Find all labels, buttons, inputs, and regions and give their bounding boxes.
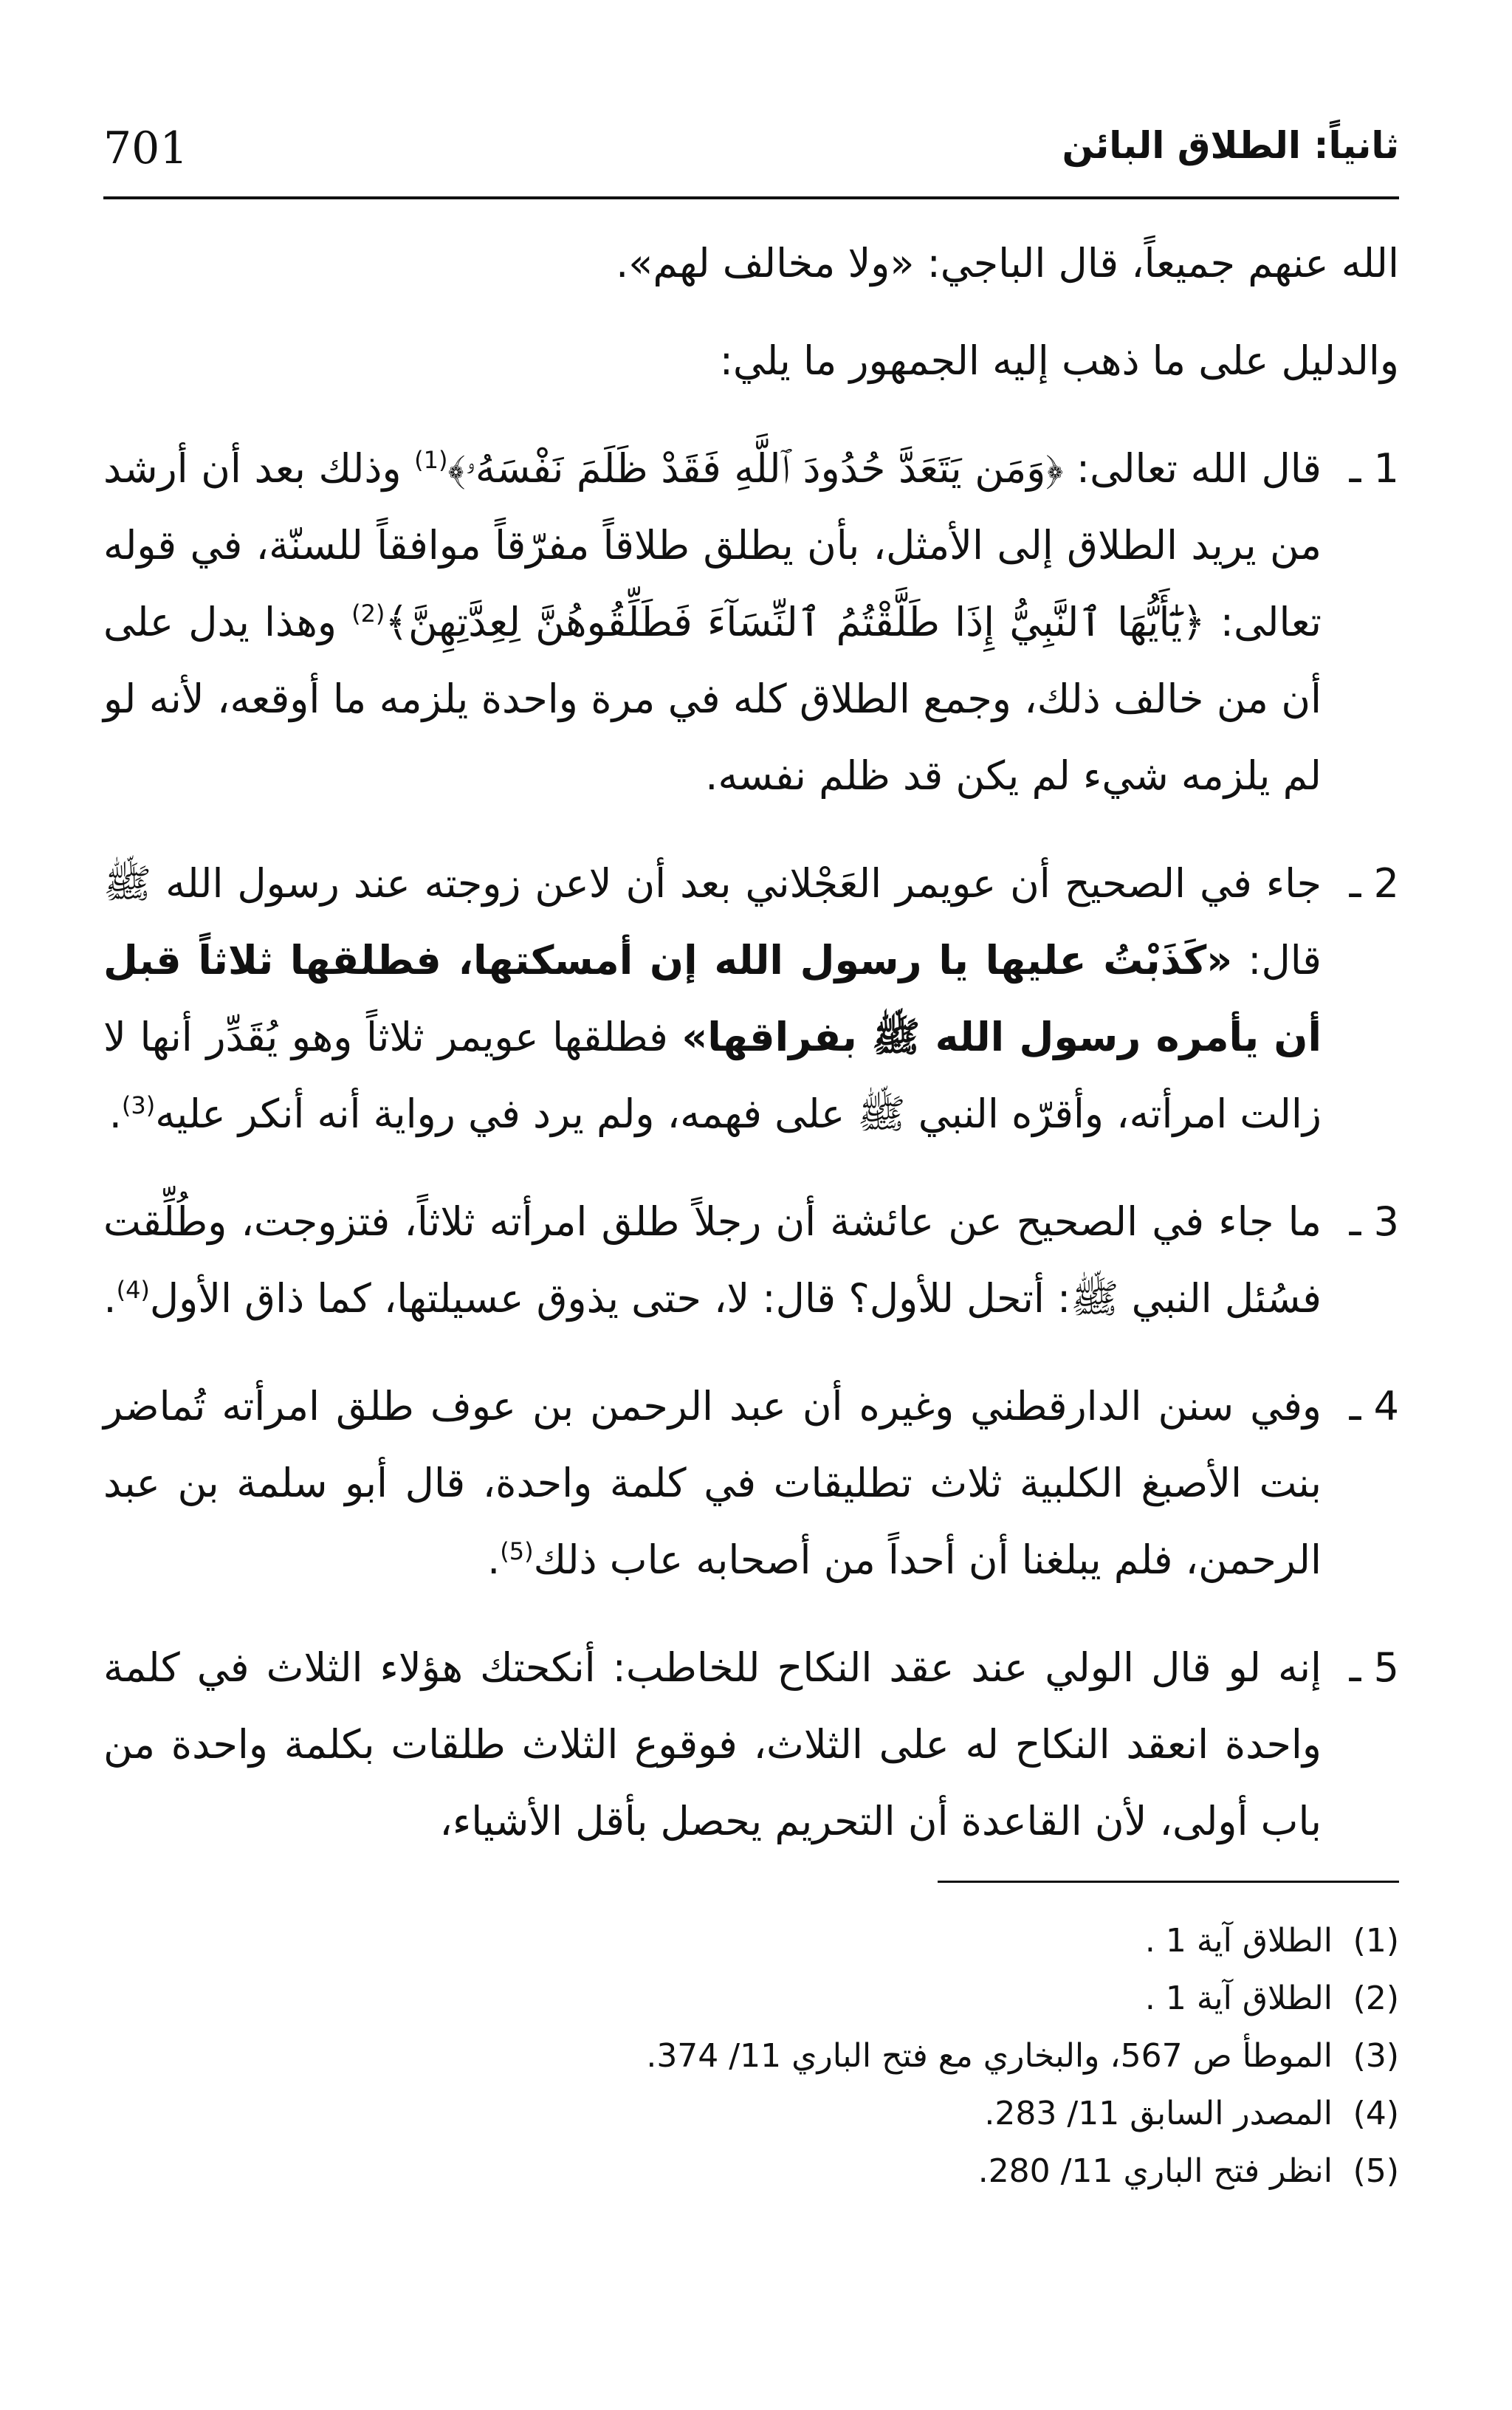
- footnote-5: [439, 2143, 1399, 2200]
- footnote-2: [439, 1970, 1399, 2028]
- footnote-4: [439, 2085, 1399, 2143]
- list-item-4: [103, 1368, 1399, 1599]
- list-item-5: [103, 1630, 1399, 1860]
- item-number: 4 ـ: [1349, 1383, 1399, 1429]
- page-number: 701: [103, 123, 188, 174]
- item-number: 2 ـ: [1349, 860, 1399, 907]
- footnote-text: الطلاق آية 1 .: [1144, 1980, 1333, 2017]
- intro-line-2: والدليل على ما ذهب إليه الجمهور ما يلي:: [719, 337, 1399, 384]
- footnote-3: [439, 2028, 1399, 2085]
- running-title: ثانياً: الطلاق البائن: [1062, 124, 1399, 167]
- footnote-ref: (2): [351, 600, 385, 628]
- main-text: [103, 225, 1399, 1860]
- item-text: ما جاء في الصحيح عن عائشة أن رجلاً طلق امرأته ثلاثاً، فتزوجت، وطُلِّقت فسُئل النبي ﷺ: أتحل للأول؟ قال: لا، حتى يذوق عسيلتها، كما ذاق الأول: [103, 1198, 1322, 1322]
- page-header: [103, 117, 1399, 198]
- item-end: .: [103, 1275, 117, 1322]
- item-text: إنه لو قال الولي عند عقد النكاح للخاطب: أنكحتك هؤلاء الثلاث في كلمة واحدة انعقد النكاح له على الثلاث، فوقوع الثلاث طلقات بكلمة واحدة من باب أولى، لأن القاعدة أن التحريم يحصل بأقل الأشياء،: [103, 1644, 1322, 1844]
- footnote-ref: (3): [121, 1091, 156, 1119]
- footnote-ref: (5): [500, 1537, 534, 1565]
- header-divider: [103, 196, 1399, 199]
- footnote-text: انظر فتح الباري 11/ 280.: [977, 2152, 1333, 2190]
- footnotes: [439, 1912, 1399, 2200]
- footnote-number: (3): [1353, 2037, 1399, 2075]
- footnote-text: المصدر السابق 11/ 283.: [984, 2095, 1333, 2132]
- footnote-number: (5): [1353, 2152, 1399, 2190]
- footnote-number: (2): [1353, 1980, 1399, 2017]
- item-text: وفي سنن الدارقطني وغيره أن عبد الرحمن بن عوف طلق امرأته تُماضر بنت الأصبغ الكلبية ثلاث تطليقات في كلمة واحدة، قال أبو سلمة بن عبد الرحمن، فلم يبلغنا أن أحداً من أصحابه عاب ذلك: [103, 1383, 1322, 1583]
- item-text: جاء في الصحيح أن عويمر العَجْلاني بعد أن لاعن زوجته عند رسول الله ﷺ قال:: [103, 860, 1322, 983]
- footnote-ref: (4): [116, 1276, 150, 1304]
- list-item-1: [103, 430, 1399, 814]
- item-number: 5 ـ: [1349, 1644, 1399, 1691]
- quran-verse: ﴿وَمَن يَتَعَدَّ حُدُودَ ٱللَّهِ فَقَدْ ظَلَمَ نَفْسَهُۥ﴾: [447, 445, 1064, 492]
- footnote-text: الموطأ ص 567، والبخاري مع فتح الباري 11/ 374.: [646, 2037, 1333, 2075]
- footnote-number: (4): [1353, 2095, 1399, 2132]
- item-text: وذلك بعد أن أرشد من يريد الطلاق إلى الأمثل، بأن يطلق طلاقاً مفرّقاً موافقاً للسنّة، في قوله تعالى:: [103, 445, 1322, 645]
- item-end: .: [109, 1091, 122, 1137]
- footnote-ref: (1): [414, 446, 448, 474]
- list-item-3: [103, 1184, 1399, 1337]
- footnote-number: (1): [1353, 1922, 1399, 1960]
- item-text: وهذا يدل على أن من خالف ذلك، وجمع الطلاق كله في مرة واحدة يلزمه ما أوقعه، لأنه لو لم يلزمه شيء لم يكن قد ظلم نفسه.: [103, 599, 1322, 799]
- item-text: فطلقها عويمر ثلاثاً وهو يُقَدِّر أنها لا زالت امرأته، وأقرّه النبي ﷺ على فهمه، ولم يرد في رواية أنه أنكر عليه: [103, 1014, 1322, 1137]
- item-number: 3 ـ: [1349, 1198, 1399, 1245]
- intro-line-1: الله عنهم جميعاً، قال الباجي: «ولا مخالف لهم».: [616, 240, 1399, 286]
- item-text: قال الله تعالى:: [1063, 445, 1322, 492]
- item-end: .: [487, 1537, 501, 1583]
- footnote-text: الطلاق آية 1 .: [1144, 1922, 1333, 1960]
- quran-verse: ﴿يَٰٓأَيُّهَا ٱلنَّبِيُّ إِذَا طَلَّقْتُمُ ٱلنِّسَآءَ فَطَلِّقُوهُنَّ لِعِدَّتِهِنَّ﴾: [385, 599, 1206, 645]
- footnote-1: [439, 1912, 1399, 1970]
- list-item-2: [103, 845, 1399, 1153]
- hadith-quote: «كَذَبْتُ عليها يا رسول الله إن أمسكتها، فطلقها ثلاثاً قبل أن يأمره رسول الله ﷺ بفراقها»: [103, 937, 1322, 1060]
- footnote-divider: [938, 1881, 1399, 1883]
- item-number: 1 ـ: [1349, 445, 1399, 492]
